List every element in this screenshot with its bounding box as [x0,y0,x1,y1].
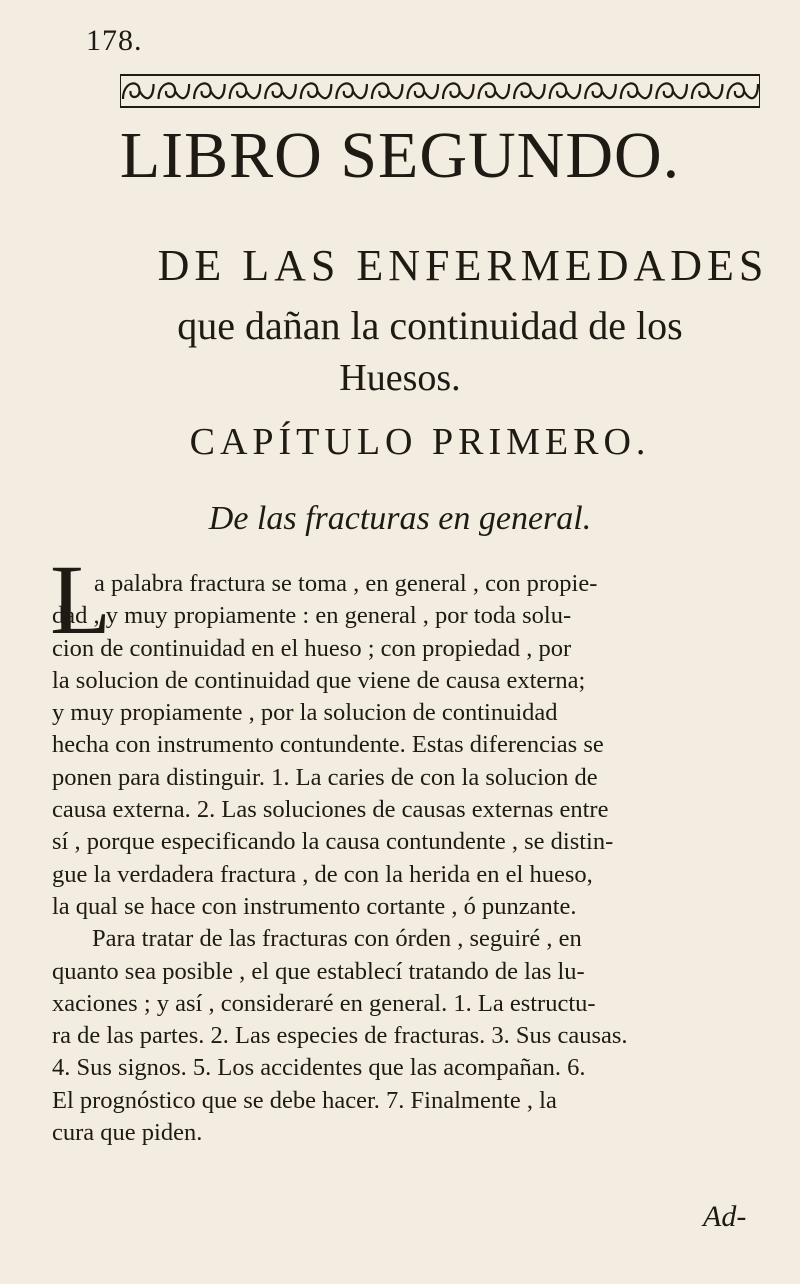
ornament-scroll [443,83,474,99]
page-number: 178. [86,24,143,57]
section-title: DE LAS ENFERMEDADES [157,241,769,290]
drop-cap: L [50,544,112,655]
section-subtitle-line-2: Huesos. [339,357,461,399]
catchword: Ad- [703,1200,747,1233]
body-line: 4. Sus signos. 5. Los accidentes que las acompañan. 6. [52,1054,586,1082]
body-line: dad , y muy propiamente : en general , por toda solu- [52,602,572,630]
ornament-scroll [407,83,438,99]
body-line: a palabra fractura se toma , en general , con propie- [94,570,598,597]
body-line: la solucion de continuidad que viene de causa externa; [52,666,586,694]
ornament-scroll [123,83,154,99]
body-text [52,568,792,1149]
chapter-subtitle: De las fracturas en general. [208,500,592,537]
section-subtitle-line-1: que dañan la continuidad de los [177,303,683,348]
body-line: hecha con instrumento contundente. Estas diferencias se [52,731,604,759]
body-line: sí , porque especificando la causa contundente , se distin- [52,828,614,856]
body-line: cura que piden. [52,1119,203,1147]
ornament-scroll [727,83,758,99]
ornament-border [120,72,760,110]
ornament-scroll [585,83,616,99]
body-line: cion de continuidad en el hueso ; con propiedad , por [52,634,572,662]
body-line: xaciones ; y así , consideraré en general. 1. La estructu- [52,989,596,1017]
ornament-scroll [479,83,510,99]
ornament-scroll [656,83,687,99]
body-line: causa externa. 2. Las soluciones de causas externas entre [52,796,609,824]
body-line: El prognóstico que se debe hacer. 7. Finalmente , la [52,1086,557,1114]
body-line: Para tratar de las fracturas con órden , seguiré , en [92,925,582,953]
body-line: ponen para distinguir. 1. La caries de con la solucion de [52,763,598,791]
body-line: y muy propiamente , por la solucion de continuidad [52,699,558,727]
body-line: gue la verdadera fractura , de con la herida en el hueso, [52,860,593,888]
ornament-scroll [194,83,225,99]
body-line: quanto sea posible , el que establecí tratando de las lu- [52,957,585,985]
body-line: la qual se hace con instrumento cortante , ó punzante. [52,892,577,920]
ornament-scroll [230,83,261,99]
ornament-scroll [692,83,723,99]
chapter-title: CAPÍTULO PRIMERO. [189,421,651,463]
ornament-scroll [301,83,332,99]
ornament-scroll [265,83,296,99]
ornament-scroll [550,83,581,99]
ornament-scroll [514,83,545,99]
ornament-scroll [621,83,652,99]
ornament-scroll [159,83,190,99]
ornament-scroll [372,83,403,99]
book-title: LIBRO SEGUNDO. [119,119,681,192]
ornament-scroll [336,83,367,99]
body-line: ra de las partes. 2. Las especies de fracturas. 3. Sus causas. [52,1022,628,1050]
